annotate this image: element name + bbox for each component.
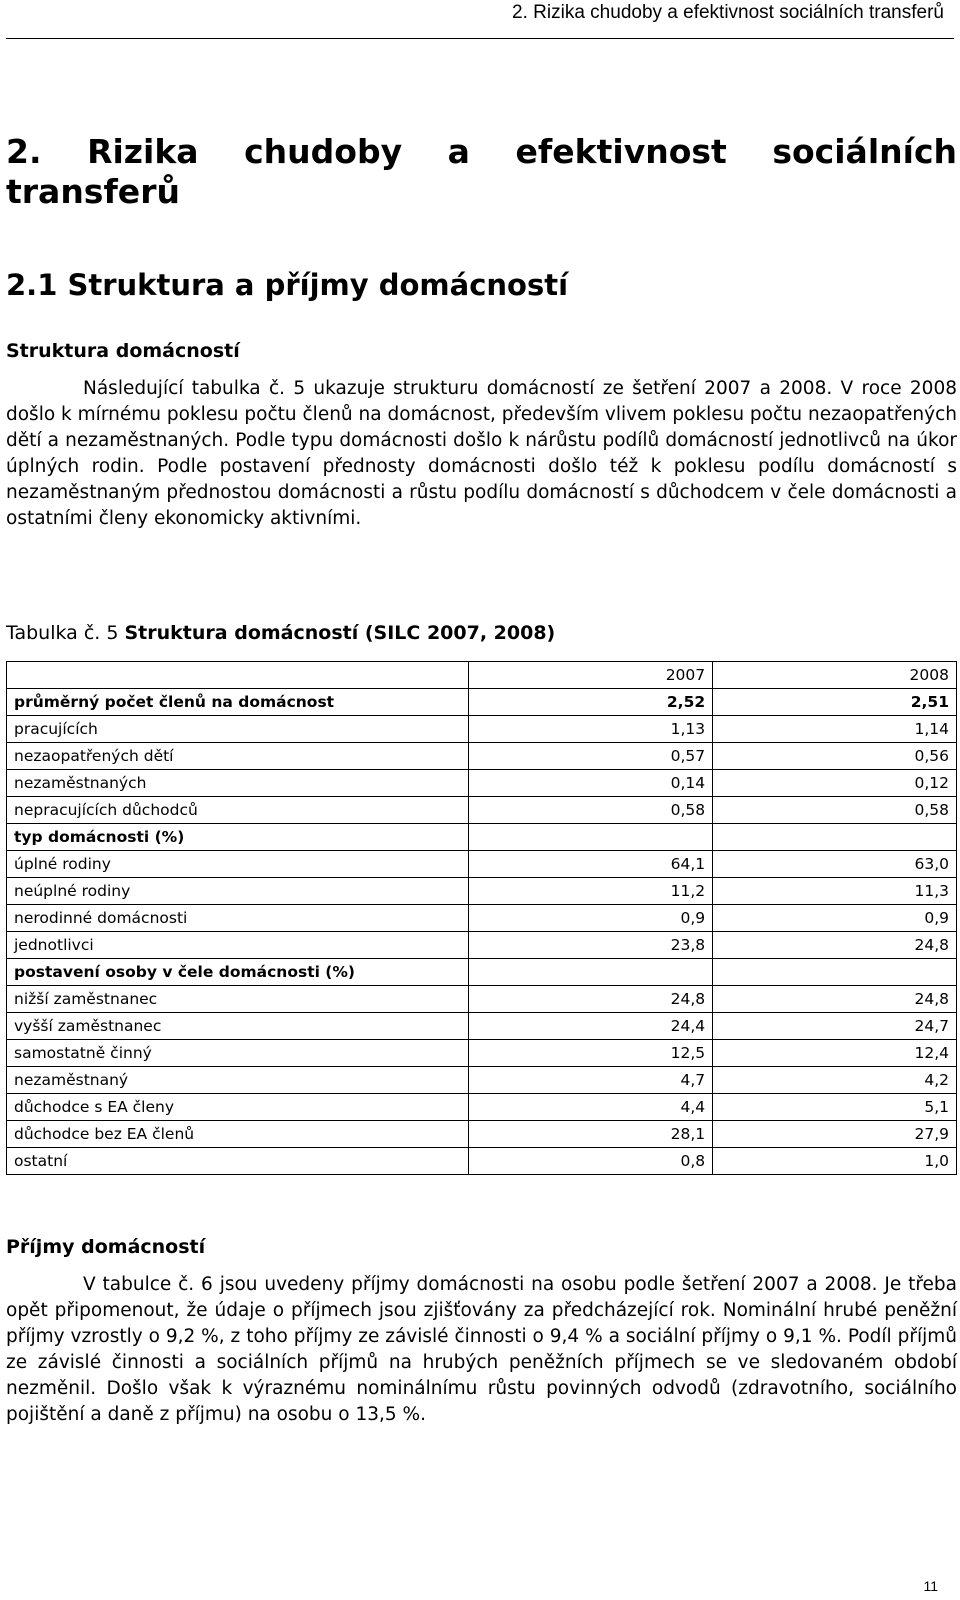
chapter-title: 2. Rizika chudoby a efektivnost sociálních transferů [6,132,957,211]
row-label: ostatní [7,1148,469,1175]
value-2008: 12,4 [713,1040,957,1067]
header-divider [6,38,954,39]
running-header: 2. Rizika chudoby a efektivnost sociálních transferů [512,2,944,23]
value-2007: 23,8 [469,932,713,959]
table-row [7,743,957,770]
value-2008: 24,7 [713,1013,957,1040]
row-label: důchodce s EA členy [7,1094,469,1121]
income-paragraph: V tabulce č. 6 jsou uvedeny příjmy domácnosti na osobu podle šetření 2007 a 2008. Je třeba opět připomenout, že údaje o příjmech jsou zjišťovány za předcházející rok. Nominální hrubé peněžní příjmy vzrostly o 9,2 %, z toho příjmy ze závislé činnosti o 9,4 % a sociální příjmy o 9,1 %. Podíl příjmů ze závislé činnosti a sociálních příjmů na hrubých peněžních příjmech se ve sledovaném období nezměnil. Došlo však k výraznému nominálnímu růstu povinných odvodů (zdravotního, sociálního pojištění a daně z příjmu) na osobu o 13,5 %. [6,1274,957,1425]
value-2008: 5,1 [713,1094,957,1121]
table-header-row [7,662,957,689]
value-2007 [469,824,713,851]
table-row [7,824,957,851]
table-row [7,689,957,716]
value-2008: 11,3 [713,878,957,905]
row-label: důchodce bez EA členů [7,1121,469,1148]
row-label: nepracujících důchodců [7,797,469,824]
row-label: nižší zaměstnanec [7,986,469,1013]
table-row [7,959,957,986]
value-2007: 4,4 [469,1094,713,1121]
value-2008 [713,959,957,986]
table-row [7,1121,957,1148]
row-label: postavení osoby v čele domácnosti (%) [7,959,469,986]
row-label: typ domácnosti (%) [7,824,469,851]
value-2008: 24,8 [713,932,957,959]
row-label: nerodinné domácnosti [7,905,469,932]
table-row [7,716,957,743]
table-row [7,851,957,878]
value-2007: 24,8 [469,986,713,1013]
income-heading: Příjmy domácností [6,1236,206,1258]
value-2007: 0,9 [469,905,713,932]
value-2008 [713,824,957,851]
row-label: neúplné rodiny [7,878,469,905]
table-row [7,1040,957,1067]
row-label: nezaměstnaných [7,770,469,797]
row-label: úplné rodiny [7,851,469,878]
row-label: nezaměstnaný [7,1067,469,1094]
table-header-2008: 2008 [713,662,957,689]
value-2007: 28,1 [469,1121,713,1148]
table-body [7,689,957,1175]
value-2007: 24,4 [469,1013,713,1040]
table-row [7,932,957,959]
structure-heading: Struktura domácností [6,340,240,362]
row-label: pracujících [7,716,469,743]
table-row [7,1148,957,1175]
row-label: vyšší zaměstnanec [7,1013,469,1040]
value-2007: 0,14 [469,770,713,797]
value-2008: 0,58 [713,797,957,824]
value-2007: 11,2 [469,878,713,905]
table-header-empty [7,662,469,689]
row-label: průměrný počet členů na domácnost [7,689,469,716]
table-row [7,878,957,905]
value-2007: 1,13 [469,716,713,743]
table-row [7,986,957,1013]
table-caption [6,622,555,644]
value-2007: 2,52 [469,689,713,716]
value-2008: 0,12 [713,770,957,797]
table-row [7,905,957,932]
row-label: jednotlivci [7,932,469,959]
value-2007: 12,5 [469,1040,713,1067]
value-2007 [469,959,713,986]
value-2008: 27,9 [713,1121,957,1148]
value-2008: 4,2 [713,1067,957,1094]
value-2008: 0,9 [713,905,957,932]
value-2008: 1,0 [713,1148,957,1175]
page-number: 11 [923,1578,938,1594]
table-caption-title: Struktura domácností (SILC 2007, 2008) [124,622,556,644]
table-row [7,797,957,824]
value-2007: 0,8 [469,1148,713,1175]
value-2007: 4,7 [469,1067,713,1094]
structure-paragraph: Následující tabulka č. 5 ukazuje strukturu domácností ze šetření 2007 a 2008. V roce 2008 došlo k mírnému poklesu počtu členů na domácnost, především vlivem poklesu počtu nezaopatřených dětí a nezaměstnaných. Podle typu domácnosti došlo k nárůstu podílů domácností jednotlivců na úkor úplných rodin. Podle postavení přednosty domácnosti došlo též k poklesu podílu domácností s nezaměstnaným přednostou domácnosti a růstu podílu domácností s důchodcem v čele domácnosti a ostatními členy ekonomicky aktivními. [6,378,957,529]
section-title: 2.1 Struktura a příjmy domácností [6,268,569,302]
table-header-2007: 2007 [469,662,713,689]
table-row [7,770,957,797]
table-row [7,1013,957,1040]
value-2008: 0,56 [713,743,957,770]
household-structure-table [6,661,957,1175]
table-row [7,1094,957,1121]
value-2007: 64,1 [469,851,713,878]
value-2007: 0,58 [469,797,713,824]
row-label: samostatně činný [7,1040,469,1067]
table-row [7,1067,957,1094]
value-2008: 63,0 [713,851,957,878]
value-2008: 2,51 [713,689,957,716]
table-caption-prefix: Tabulka č. 5 [6,622,119,644]
value-2008: 24,8 [713,986,957,1013]
row-label: nezaopatřených dětí [7,743,469,770]
value-2007: 0,57 [469,743,713,770]
value-2008: 1,14 [713,716,957,743]
